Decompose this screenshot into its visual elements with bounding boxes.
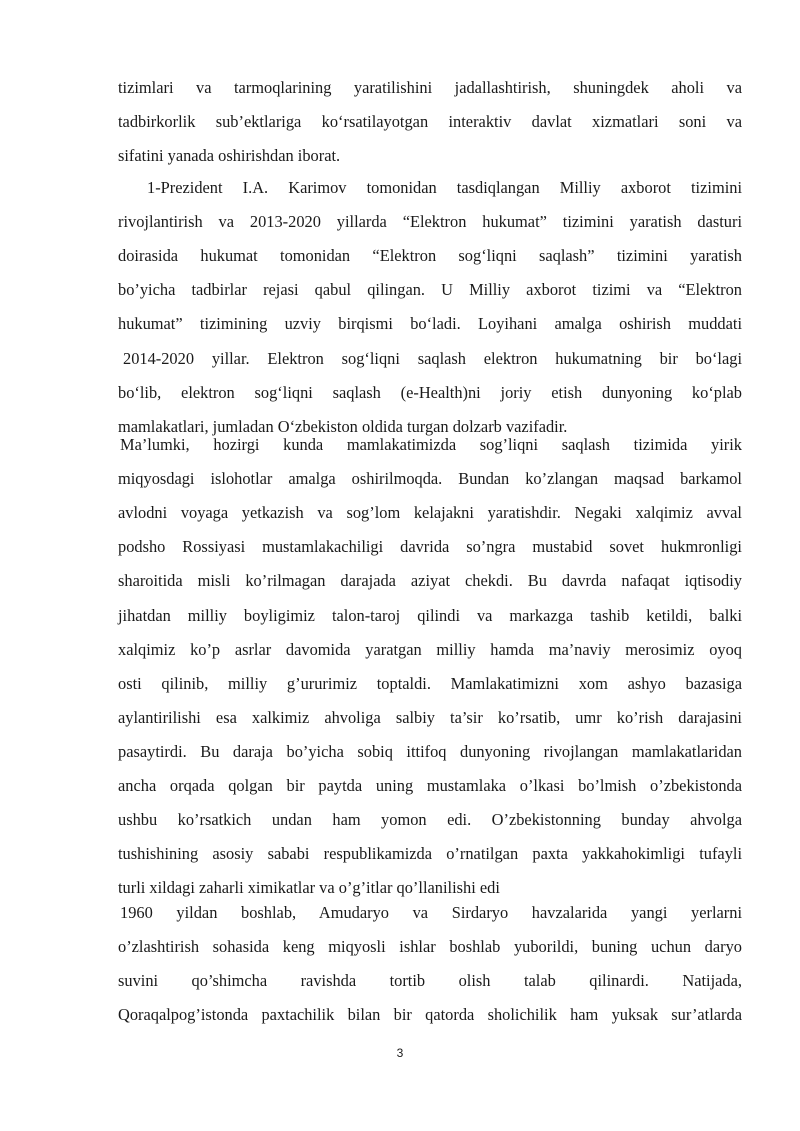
text-line: ancha orqada qolgan bir paytda uning mustamlaka o’lkasi bo’lmish o’zbekistonda [118, 776, 742, 795]
text-line: aylantirilishi esa xalkimiz ahvoliga salbiy ta’sir ko’rsatib, umr ko’rish darajasini [118, 707, 742, 727]
text-line: 1960 yildan boshlab, Amudaryo va Sirdaryo havzalarida yangi yerlarni [120, 903, 742, 922]
text-line: sharoitida misli ko’rilmagan darajada aziyat chekdi. Bu davrda nafaqat iqtisodiy [118, 571, 742, 591]
text-line: hukumat” tizimining uzviy birqismi bo‘ladi. Loyihani amalga oshirish muddati [118, 314, 742, 334]
text-line: suvini qo’shimcha ravishda tortib olish talab qilinardi. Natijada, [118, 971, 742, 991]
text-line: avlodni voyaga yetkazish va sog’lom kelajakni yaratishdir. Negaki xalqimiz avval [118, 503, 742, 523]
text-line: doirasida hukumat tomonidan “Elektron sog‘liqni saqlash” tizimini yaratish [118, 246, 742, 266]
text-line: Ma’lumki, hozirgi kunda mamlakatimizda sog’liqni saqlash tizimida yirik [120, 435, 742, 454]
text-line: bo‘lib, elektron sog‘liqni saqlash (e-Health)ni joriy etish dunyoning ko‘plab [118, 382, 742, 402]
text-line: podsho Rossiyasi mustamlakachiligi davrida so’ngra mustabid sovet hukmronligi [118, 537, 742, 557]
text-line: bo’yicha tadbirlar rejasi qabul qilingan. U Milliy axborot tizimi va “Elektron [118, 280, 742, 300]
text-line: pasaytirdi. Bu daraja bo’yicha sobiq ittifoq dunyoning rivojlangan mamlakatlaridan [118, 741, 742, 761]
text-line: osti qilinib, milliy g’ururimiz toptaldi. Mamlakatimizni xom ashyo bazasiga [118, 673, 742, 693]
text-line: sifatini yanada oshirishdan iborat. [118, 146, 341, 166]
text-line: tizimlari va tarmoqlarining yaratilishini jadallashtirish, shuningdek aholi va [118, 78, 742, 97]
text-line: mamlakatlari, jumladan O‘zbekiston oldida turgan dolzarb vazifadir. [118, 416, 568, 436]
text-line: ushbu ko’rsatkich undan ham yomon edi. O’zbekistonning bunday ahvolga [118, 810, 742, 830]
text-line: tushishining asosiy sababi respublikamizda o’rnatilgan paxta yakkahokimligi tufayli [118, 844, 742, 864]
text-line: miqyosdagi islohotlar amalga oshirilmoqda. Bundan ko’zlangan maqsad barkamol [118, 469, 742, 489]
text-line: o’zlashtirish sohasida keng miqyosli ishlar boshlab yuborildi, buning uchun daryo [118, 937, 742, 957]
page-number: 3 [396, 1046, 404, 1060]
text-line: tadbirkorlik sub’ektlariga ko‘rsatilayotgan interaktiv davlat xizmatlari soni va [118, 112, 742, 132]
text-line: jihatdan milliy boyligimiz talon-taroj qilindi va markazga tashib ketildi, balki [118, 605, 742, 625]
text-line: xalqimiz ko’p asrlar davomida yaratgan milliy hamda ma’naviy merosimiz oyoq [118, 639, 742, 659]
text-line: 1-Prezident I.A. Karimov tomonidan tasdiqlangan Milliy axborot tizimini [147, 178, 742, 197]
text-line: Qoraqalpog’istonda paxtachilik bilan bir qatorda sholichilik ham yuksak sur’atlarda [118, 1005, 742, 1025]
text-line: 2014-2020 yillar. Elektron sog‘liqni saqlash elektron hukumatning bir bo‘lagi [123, 348, 742, 368]
text-line: rivojlantirish va 2013-2020 yillarda “Elektron hukumat” tizimini yaratish dasturi [118, 212, 742, 232]
text-line: turli xildagi zaharli ximikatlar va o’g’itlar qo’llanilishi edi [118, 878, 500, 898]
